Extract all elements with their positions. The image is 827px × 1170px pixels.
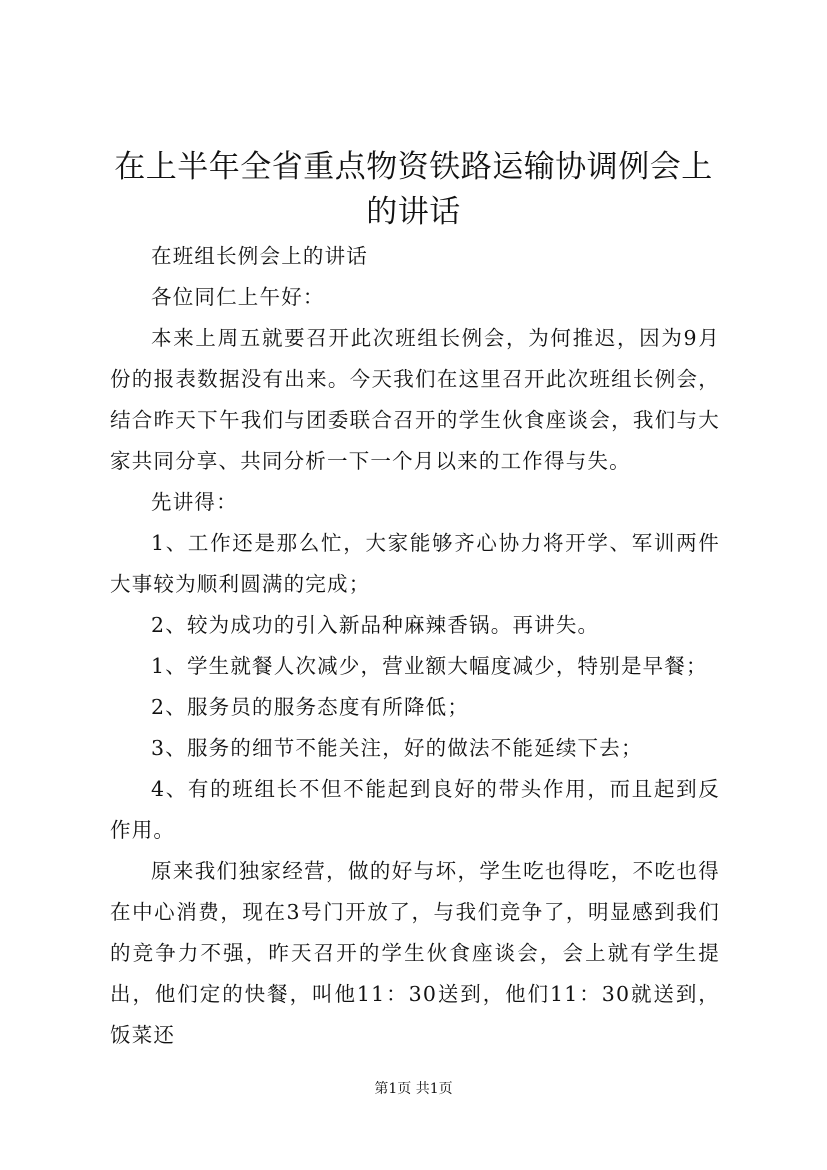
body-paragraph: 各位同仁上午好： [151,285,325,309]
body-paragraph: 3、服务的细节不能关注，好的做法不能延续下去； [151,736,643,760]
body-paragraph: 2、较为成功的引入新品种麻辣香锅。再讲失。 [151,613,600,637]
body-paragraph: 原来我们独家经营，做的好与坏，学生吃也得吃，不吃也得在中心消费，现在3号门开放了，与我们竞争了，明显感到我们的竞争力不强，昨天召开的学生伙食座谈会，会上就有学生提出，他们定的快餐，叫他11：30送到，他们11：30就送到，饭菜还 [110,859,720,1047]
body-paragraph: 4、有的班组长不但不能起到良好的带头作用，而且起到反作用。 [110,777,720,842]
body-paragraph: 先讲得： [151,490,238,514]
document-body [110,236,720,1056]
page-footer: 第1页 共1页 [374,1081,453,1097]
body-paragraph: 本来上周五就要召开此次班组长例会，为何推迟，因为9月份的报表数据没有出来。今天我们在这里召开此次班组长例会，结合昨天下午我们与团委联合召开的学生伙食座谈会，我们与大家共同分享、共同分析一下一个月以来的工作得与失。 [110,326,720,473]
body-paragraph: 2、服务员的服务态度有所降低； [151,695,470,719]
document-title: 在上半年全省重点物资铁路运输协调例会上的讲话 [114,149,713,230]
body-paragraph: 1、学生就餐人次减少，营业额大幅度减少，特别是早餐； [151,654,708,678]
body-paragraph: 1、工作还是那么忙，大家能够齐心协力将开学、军训两件大事较为顺利圆满的完成； [110,531,720,596]
body-paragraph: 在班组长例会上的讲话 [151,244,368,268]
